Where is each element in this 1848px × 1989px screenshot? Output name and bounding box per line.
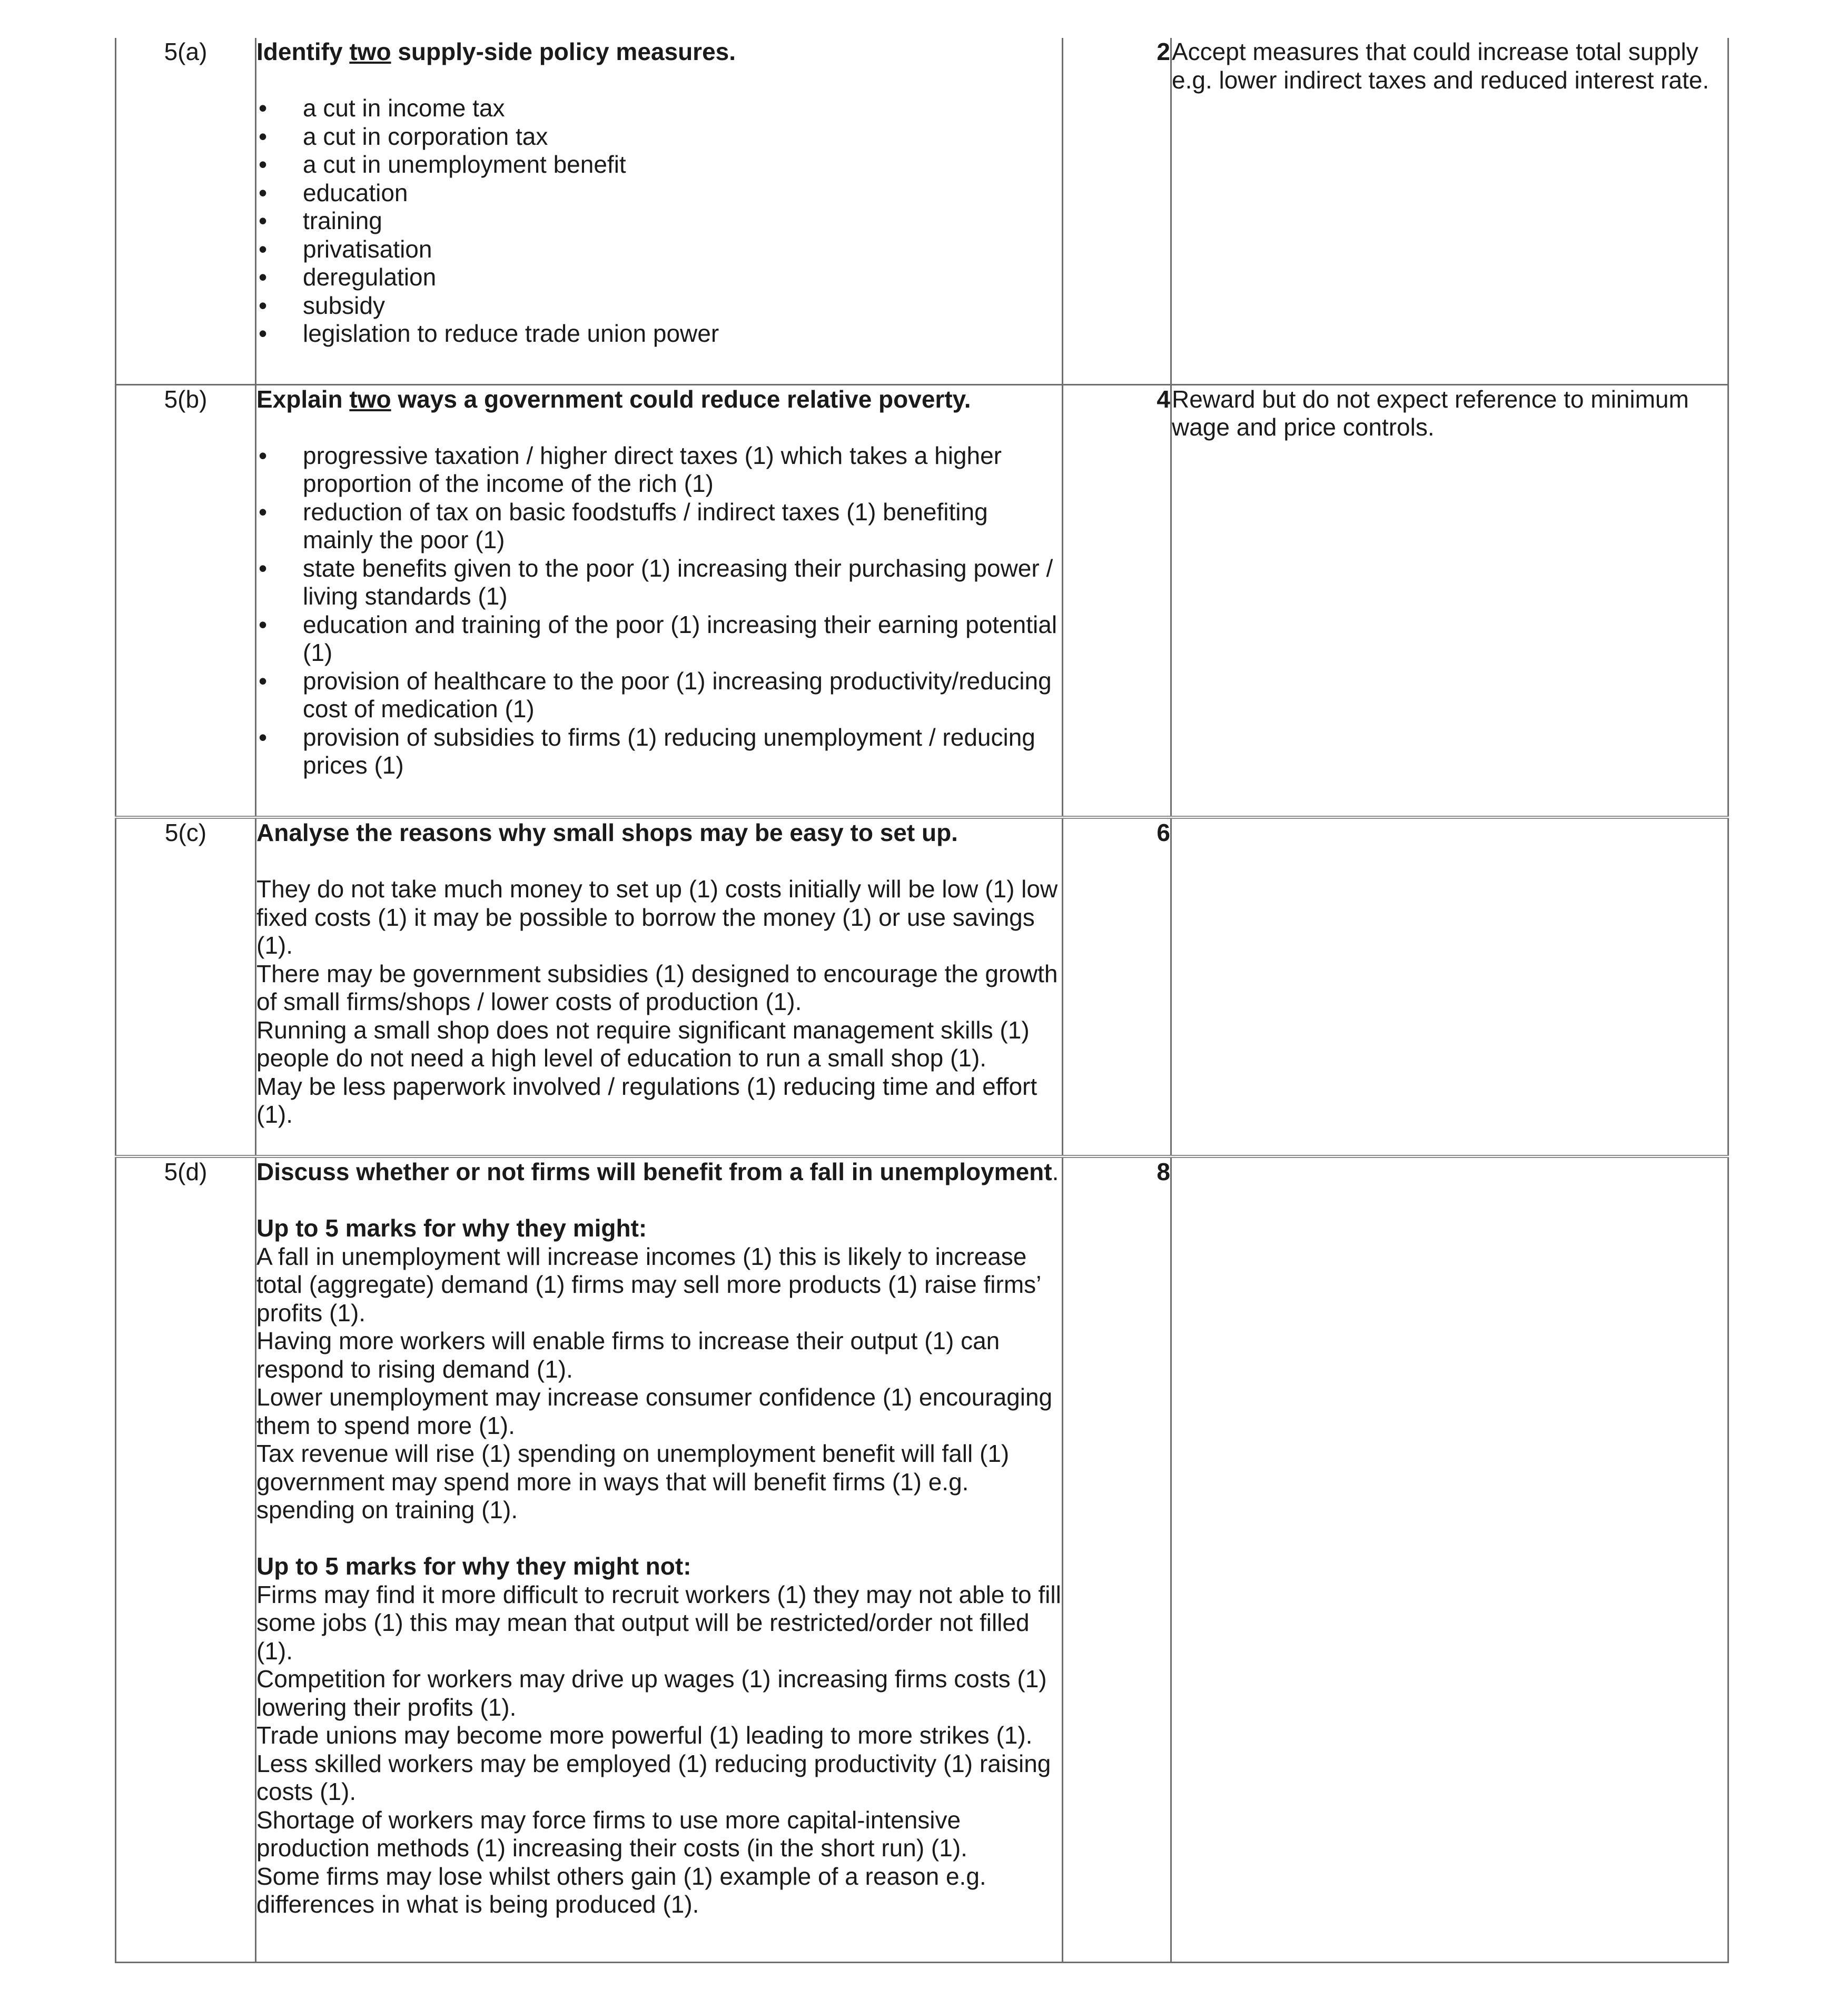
list-item: • provision of healthcare to the poor (1) increasing productivity/reducing cost of medication (1) [259, 667, 1052, 723]
marks-value: 4 [1063, 384, 1171, 817]
answer-cell [256, 384, 1063, 817]
answer-paragraph: Competition for workers may drive up wages (1) increasing firms costs (1) lowering their profits (1). [256, 1665, 1047, 1721]
list-item: • a cut in income tax [259, 94, 505, 122]
answer-paragraph: Less skilled workers may be employed (1) reducing productivity (1) raising costs (1). [256, 1749, 1051, 1805]
answer-paragraph: Running a small shop does not require significant management skills (1) people do not need a high level of education to run a small shop (1). [256, 1016, 1030, 1072]
mark-scheme-table [115, 38, 1729, 1963]
mark-scheme-page [115, 38, 1727, 1963]
answer-list [256, 442, 1062, 780]
guidance-text [1171, 817, 1728, 1156]
answer-paragraph: Trade unions may become more powerful (1) leading to more strikes (1). [256, 1721, 1033, 1749]
answer-paragraph: Having more workers will enable firms to increase their output (1) can respond to rising demand (1). [256, 1327, 1000, 1383]
question-heading: Analyse the reasons why small shops may be easy to set up. [256, 819, 958, 846]
question-number: 5(b) [116, 384, 256, 817]
answer-paragraph: There may be government subsidies (1) designed to encourage the growth of small firms/shops / lower costs of production (1). [256, 959, 1058, 1015]
table-row [116, 817, 1728, 1156]
answer-paragraph: They do not take much money to set up (1) costs initially will be low (1) low fixed costs (1) it may be possible to borrow the money (1) or use savings (1). [256, 875, 1058, 959]
marks-value: 2 [1063, 38, 1171, 384]
list-item: • privatisation [259, 235, 432, 263]
answer-paragraph: Some firms may lose whilst others gain (1) example of a reason e.g. differences in what is being produced (1). [256, 1862, 986, 1918]
list-item: • training [259, 207, 382, 234]
answer-list [256, 94, 1062, 348]
marks-value: 8 [1063, 1156, 1171, 1962]
answer-cell [256, 817, 1063, 1156]
guidance-text: Accept measures that could increase total supply e.g. lower indirect taxes and reduced interest rate. [1171, 38, 1728, 384]
table-row [116, 384, 1728, 817]
question-number: 5(c) [116, 817, 256, 1156]
section-title: Up to 5 marks for why they might: [256, 1214, 647, 1242]
answer-paragraph: Lower unemployment may increase consumer confidence (1) encouraging them to spend more (1). [256, 1383, 1053, 1439]
list-item: • a cut in corporation tax [259, 122, 548, 150]
question-number: 5(d) [116, 1156, 256, 1962]
list-item: • progressive taxation / higher direct taxes (1) which takes a higher proportion of the income of the rich (1) [259, 441, 1002, 497]
table-row [116, 1156, 1728, 1962]
question-heading: Discuss whether or not firms will benefit from a fall in unemployment. [256, 1158, 1059, 1185]
answer-cell [256, 1156, 1063, 1962]
list-item: • reduction of tax on basic foodstuffs / indirect taxes (1) benefiting mainly the poor (1) [259, 498, 988, 553]
answer-paragraph: May be less paperwork involved / regulations (1) reducing time and effort (1). [256, 1072, 1037, 1128]
list-item: • state benefits given to the poor (1) increasing their purchasing power / living standards (1) [259, 554, 1053, 610]
answer-paragraph: Tax revenue will rise (1) spending on unemployment benefit will fall (1) government may spend more in ways that will benefit firms (1) e.g. spending on training (1). [256, 1440, 1010, 1523]
guidance-text [1171, 1156, 1728, 1962]
list-item: • subsidy [259, 291, 385, 319]
answer-cell [256, 38, 1063, 384]
list-item: • provision of subsidies to firms (1) reducing unemployment / reducing prices (1) [259, 723, 1035, 779]
table-row [116, 38, 1728, 384]
question-number: 5(a) [116, 38, 256, 384]
question-heading: Explain two ways a government could reduce relative poverty. [256, 385, 971, 413]
list-item: • education [259, 179, 408, 206]
list-item: • education and training of the poor (1) increasing their earning potential (1) [259, 610, 1058, 666]
section-title: Up to 5 marks for why they might not: [256, 1552, 691, 1580]
question-heading: Identify two supply-side policy measures. [256, 38, 736, 65]
guidance-text: Reward but do not expect reference to minimum wage and price controls. [1171, 384, 1728, 817]
list-item: • a cut in unemployment benefit [259, 151, 626, 178]
marks-value: 6 [1063, 817, 1171, 1156]
list-item: • legislation to reduce trade union power [259, 320, 719, 347]
answer-paragraph: Shortage of workers may force firms to use more capital-intensive production methods (1) increasing their costs (in the short run) (1). [256, 1806, 967, 1862]
list-item: • deregulation [259, 263, 437, 291]
answer-paragraph: Firms may find it more difficult to recruit workers (1) they may not able to fill some jobs (1) this may mean that output will be restricted/order not filled (1). [256, 1580, 1061, 1665]
answer-paragraph: A fall in unemployment will increase incomes (1) this is likely to increase total (aggregate) demand (1) firms may sell more products (1) raise firms’ profits (1). [256, 1242, 1041, 1327]
